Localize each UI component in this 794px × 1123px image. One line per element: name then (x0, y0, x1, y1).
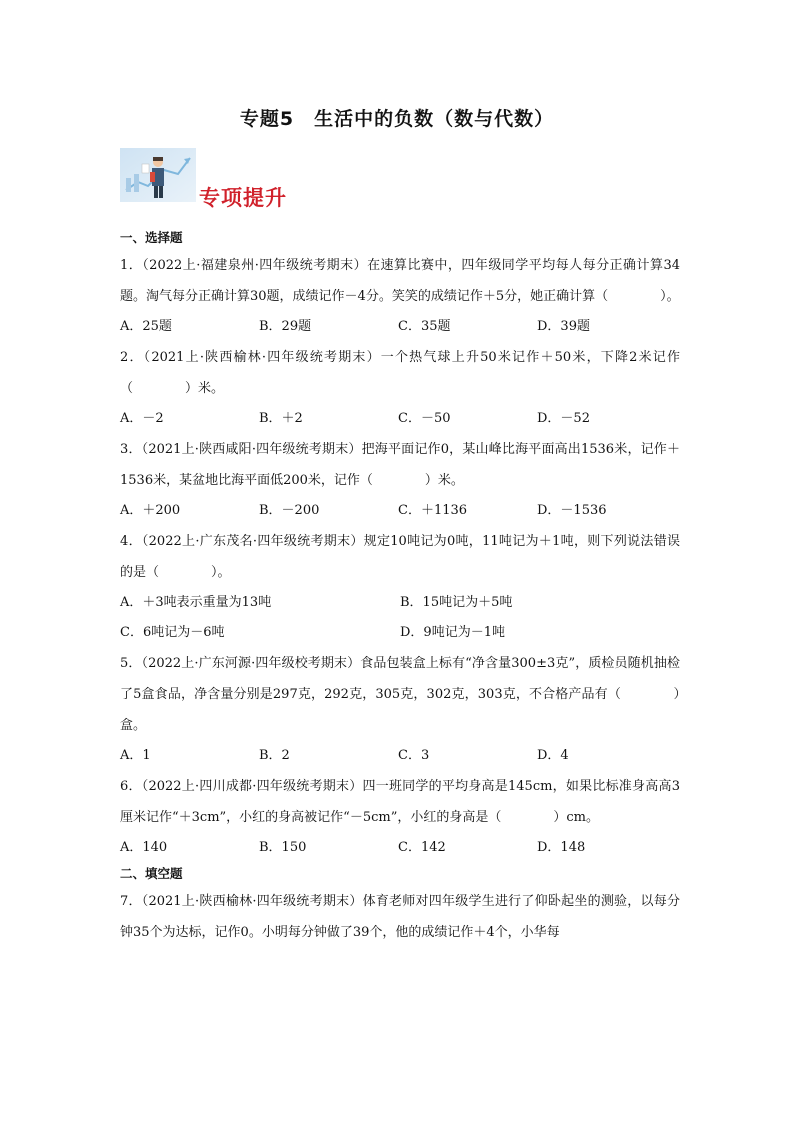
question-5 (120, 648, 680, 771)
option-b: B．150 (259, 840, 307, 855)
option-d: D．－1536 (537, 503, 607, 518)
answer-options (120, 496, 680, 526)
section-heading-fill: 二、填空题 (120, 866, 183, 881)
question-text: 4．（2022上·广东茂名·四年级统考期末）规定10吨记为0吨，11吨记为＋1吨，则下列说法错误的是（ ）。 (120, 534, 680, 580)
answer-options (120, 618, 680, 648)
option-b: B．29题 (259, 319, 312, 334)
question-text: 5．（2022上·广东河源·四年级校考期末）食品包装盒上标有“净含量300±3克”，质检员随机抽检了5盒食品，净含量分别是297克，292克，305克，302克，303克，不合格产品有（ ）盒。 (120, 656, 680, 733)
option-c: C．3 (398, 748, 430, 763)
option-d: D．－52 (537, 411, 590, 426)
option-a: A．－2 (120, 411, 164, 426)
answer-options (120, 833, 680, 863)
worksheet-body (120, 227, 680, 948)
option-b: B．＋2 (259, 411, 303, 426)
option-a: A．＋200 (120, 503, 181, 518)
option-c: C．35题 (398, 319, 451, 334)
answer-options (120, 588, 680, 618)
question-6 (120, 771, 680, 863)
answer-options (120, 404, 680, 434)
question-text: 6．（2022上·四川成都·四年级统考期末）四一班同学的平均身高是145cm，如果比标准身高高3厘米记作“＋3cm”，小红的身高被记作“－5cm”，小红的身高是（ ）cm。 (120, 779, 680, 825)
question-7 (120, 886, 680, 948)
question-text: 1．（2022上·福建泉州·四年级统考期末）在速算比赛中，四年级同学平均每人每分正确计算34题。淘气每分正确计算30题，成绩记作－4分。笑笑的成绩记作＋5分，她正确计算（ ）。 (120, 258, 680, 304)
answer-options (120, 312, 680, 342)
answer-options (120, 741, 680, 771)
option-d: D．39题 (537, 319, 590, 334)
option-c: C．－50 (398, 411, 451, 426)
banner-label: 专项提升 (199, 186, 287, 210)
question-text: 3．（2021上·陕西咸阳·四年级统考期末）把海平面记作0，某山峰比海平面高出1536米，记作＋1536米，某盆地比海平面低200米，记作（ ）米。 (120, 442, 680, 488)
option-a: A．140 (120, 840, 168, 855)
page-title: 专题5 生活中的负数（数与代数） (239, 108, 555, 130)
option-c: C．＋1136 (398, 503, 468, 518)
option-c: C．6吨记为－6吨 (120, 625, 225, 640)
option-d: D．4 (537, 748, 569, 763)
option-b: B．2 (259, 748, 290, 763)
option-c: C．142 (398, 840, 446, 855)
question-text: 2．（2021上·陕西榆林·四年级统考期末）一个热气球上升50米记作＋50米，下降2米记作（ ）米。 (120, 350, 680, 396)
option-a: A．1 (120, 748, 151, 763)
option-b: B．15吨记为＋5吨 (400, 595, 513, 610)
question-4 (120, 526, 680, 648)
option-d: D．148 (537, 840, 586, 855)
option-b: B．－200 (259, 503, 320, 518)
question-3 (120, 434, 680, 526)
question-2 (120, 342, 680, 434)
option-a: A．25题 (120, 319, 172, 334)
option-d: D．9吨记为－1吨 (400, 625, 505, 640)
section-heading-choice: 一、选择题 (120, 230, 183, 245)
teacher-chart-illustration (120, 148, 196, 202)
section-banner (120, 148, 320, 210)
option-a: A．＋3吨表示重量为13吨 (120, 595, 272, 610)
question-1 (120, 250, 680, 342)
question-text: 7．（2021上·陕西榆林·四年级统考期末）体育老师对四年级学生进行了仰卧起坐的测验，以每分钟35个为达标，记作0。小明每分钟做了39个，他的成绩记作＋4个，小华每 (120, 894, 680, 940)
